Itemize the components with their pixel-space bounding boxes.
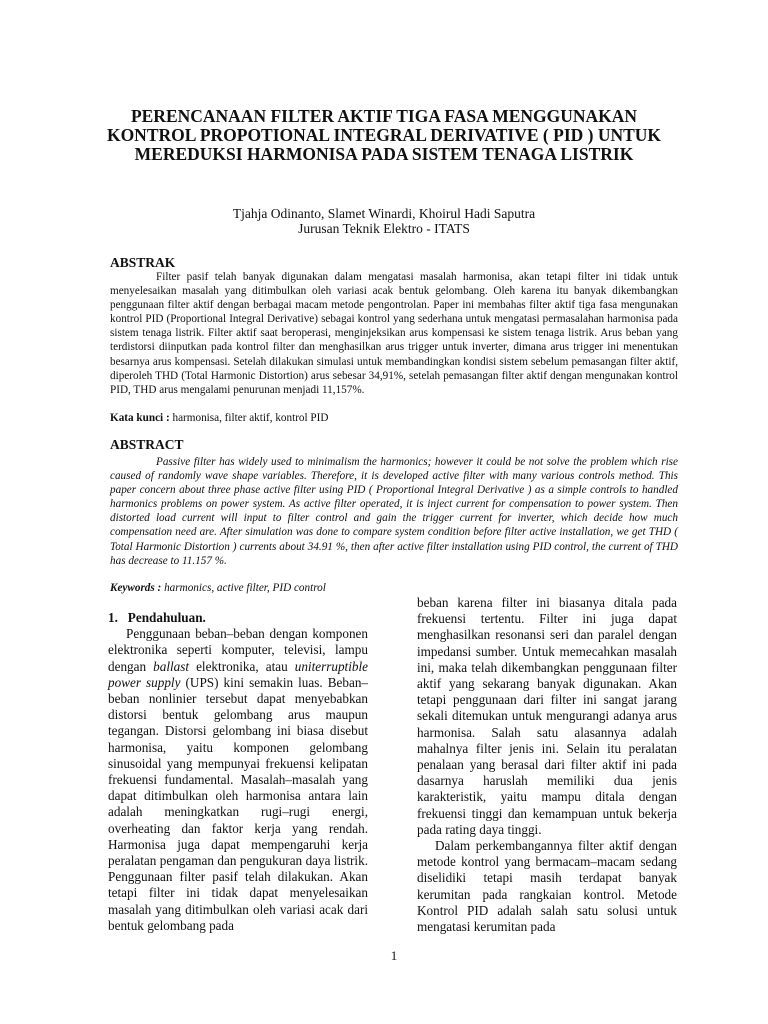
left-column (108, 610, 368, 934)
right-column (417, 595, 677, 935)
paper-title: PERENCANAAN FILTER AKTIF TIGA FASA MENGGUNAKAN KONTROL PROPOTIONAL INTEGRAL DERIVATIVE ( PID ) UNTUK MEREDUKSI HARMONISA PADA SISTEM TENAGA LISTRIK (106, 106, 662, 164)
abstrak-heading: ABSTRAK (110, 255, 176, 270)
abstract-body (110, 455, 678, 568)
abstract-keywords-label: Keywords : (110, 582, 162, 594)
abstract-keywords (110, 581, 678, 595)
abstract-keywords-text: harmonics, active filter, PID control (161, 582, 326, 594)
author-list: Tjahja Odinanto, Slamet Winardi, Khoirul Hadi Saputra (232, 206, 536, 221)
right-paragraph-1: beban karena filter ini biasanya ditala pada frekuensi tertentu. Filter ini juga dapat menghasilkan resonansi seri dan paralel dengan impedansi sumber. Untuk memecahkan masalah ini, maka telah dikembangkan penggunaan filter aktif yang sekarang banyak digunakan. Akan tetapi penggunaan dari filter ini sangat jarang sekali ditemukan untuk mengurangi adanya arus harmonisa. Salah satu alasannya adalah mahalnya filter jenis ini. Selain itu peralatan penalaan yang berasal dari filter aktif ini pada dasarnya haruslah memiliki dua jenis karakteristik, yaitu mampu ditala dengan frekuensi tinggi dan kemampuan untuk bekerja pada rating daya tinggi. (417, 595, 677, 837)
affiliation: Jurusan Teknik Elektro - ITATS (298, 221, 470, 236)
abstrak-text: Filter pasif telah banyak digunakan dalam mengatasi masalah harmonisa, akan tetapi filter ini tidak untuk menyelesaikan masalah yang ditimbulkan oleh variasi acak bentuk gelombang. Oleh karena itu banyak dikembangkan penggunaan filter aktif dengan berbagai macam metode pengontrolan. Paper ini membahas filter aktif tiga fasa mengunakan kontrol PID (Proportional Integral Derivative) sebagai kontrol yang sederhana untuk mengatasi permasalahan harmonisa pada sistem tenaga listrik. Filter aktif saat beroperasi, menginjeksikan arus kompensasi ke sistem tenaga listrik. Arus beban yang terdistorsi diinputkan pada kontrol filter dan menghasilkan arus trigger untuk inverter, dimana arus trigger ini menentukan besarnya arus kompensasi. Setelah dilakukan simulasi untuk membandingkan kondisi sistem sebelum pemasangan filter aktif, diperoleh THD (Total Harmonic Distortion) arus sebesar 34,91%, setelah pemasangan filter aktif dengan mengunakan kontrol PID, THD arus mengalami penurunan menjadi 11,157%. (110, 271, 678, 396)
abstrak-keywords (110, 411, 678, 425)
right-paragraph-2: Dalam perkembangannya filter aktif dengan metode kontrol yang bermacam–macam sedang diselidiki tetapi masih terdapat banyak kerumitan pada rangkaian kontrol. Metode Kontrol PID adalah salah satu solusi untuk mengatasi kerumitan pada (417, 838, 677, 935)
page-number: 1 (390, 948, 398, 963)
abstrak-keywords-label: Kata kunci : (110, 412, 170, 424)
abstract-heading: ABSTRACT (110, 437, 184, 452)
intro-paragraph: Penggunaan beban–beban dengan komponen elektronika seperti komputer, televisi, lampu dengan ballast elektronika, atau uniterruptible power supply (UPS) kini semakin luas. Beban–beban nonlinier tersebut dapat menyebabkan distorsi bentuk gelombang arus maupun tegangan. Distorsi gelombang ini biasa disebut harmonisa, yaitu komponen gelombang sinusoidal yang mempunyai frekuensi kelipatan frekuensi fundamental. Masalah–masalah yang dapat ditimbulkan oleh harmonisa antara lain adalah meningkatkan rugi–rugi energi, overheating dan faktor kerja yang rendah. Harmonisa juga dapat mempengaruhi kerja peralatan pengaman dan pengukuran daya listrik. Penggunaan filter pasif telah dilakukan. Akan tetapi filter ini tidak dapat menyelesaikan masalah yang ditimbulkan oleh variasi acak dari bentuk gelombang pada (108, 626, 369, 933)
section-heading-pendahuluan: 1. Pendahuluan. (108, 610, 206, 625)
abstract-text: Passive filter has widely used to minimalism the harmonics; however it could be not solve the problem which rise caused of randomly wave shape variables. Therefore, it is developed active filter with many various controls method. This paper concern about three phase active filter using PID ( Proportional Integral Derivative ) as a simple controls to handled harmonics problems on power system. As active filter operated, it is inject current for compensation to power system. Then distorted load current will input to filter control and gain the trigger current for inverter, which decide how much compensation need are. After simulation was done to compare system condition before filter active installation, we get THD ( Total Harmonic Distortion ) currents about 34.91 %, then after active filter installation using PID control, the current of THD has decrease to 11.157 %. (110, 456, 678, 567)
abstrak-keywords-text: harmonisa, filter aktif, kontrol PID (169, 412, 329, 424)
abstrak-body (110, 270, 678, 397)
